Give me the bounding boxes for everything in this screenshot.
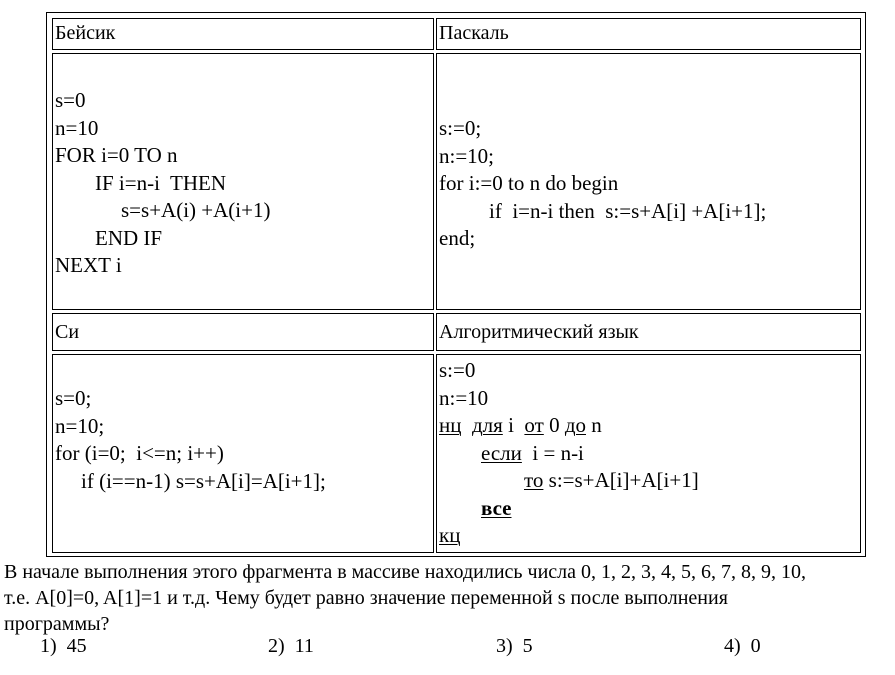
question-text xyxy=(4,559,894,637)
algo-line: s:=0 xyxy=(439,358,476,382)
kw-do: до xyxy=(564,413,586,437)
kw-esli: если xyxy=(481,440,522,465)
c-code-cell xyxy=(52,354,434,553)
algo-code-cell xyxy=(436,354,861,553)
algo-loop-line xyxy=(439,412,699,440)
basic-header xyxy=(52,18,434,50)
question-line: В начале выполнения этого фрагмента в массиве находились числа 0, 1, 2, 3, 4, 5, 6, 7, 8, 9, 10, xyxy=(4,561,807,583)
basic-line: IF i=n-i THEN xyxy=(95,170,227,195)
kw-dlya: для xyxy=(471,413,503,437)
basic-line: NEXT i xyxy=(55,253,122,277)
basic-line: s=0 xyxy=(55,88,86,112)
algo-end-if-line xyxy=(439,495,699,523)
algo-title: Алгоритмический язык xyxy=(439,321,639,343)
c-header xyxy=(52,313,434,351)
basic-line: FOR i=0 TO n xyxy=(55,143,178,167)
algo-header xyxy=(436,313,861,351)
pascal-line: n:=10; xyxy=(439,143,495,168)
code-table xyxy=(46,12,866,557)
answer-option-3[interactable]: 3) 5 xyxy=(496,635,533,657)
algo-cond: i = n-i xyxy=(532,440,584,465)
algo-assign: s:=s+A[i]+A[i+1] xyxy=(548,468,699,492)
basic-code-cell xyxy=(52,53,434,310)
answer-option-2[interactable]: 2) 11 xyxy=(268,635,314,657)
pascal-title: Паскаль xyxy=(439,22,509,44)
basic-line: END IF xyxy=(95,225,163,250)
basic-title: Бейсик xyxy=(55,22,116,44)
algo-end-loop-line xyxy=(439,522,699,550)
pascal-line: for i:=0 to n do begin xyxy=(439,171,619,195)
pascal-line: s:=0; xyxy=(439,116,482,140)
pascal-header xyxy=(436,18,861,50)
kw-ot: от xyxy=(524,413,544,437)
algo-then-line xyxy=(439,467,699,495)
var-i: i xyxy=(508,413,514,437)
algo-line: n:=10 xyxy=(439,385,489,410)
kw-kc: кц xyxy=(439,523,461,547)
c-line: if (i==n-1) s=s+A[i]=A[i+1]; xyxy=(81,468,326,493)
answer-option-1[interactable]: 1) 45 xyxy=(40,635,87,657)
kw-nc: нц xyxy=(439,413,462,437)
basic-line: s=s+A(i) +A(i+1) xyxy=(121,198,271,222)
kw-to: то xyxy=(524,468,544,492)
c-line: for (i=0; i<=n; i++) xyxy=(55,441,224,465)
val-0: 0 xyxy=(549,413,560,437)
pascal-line: if i=n-i then s:=s+A[i] +A[i+1]; xyxy=(489,198,767,223)
question-line: программы? xyxy=(4,613,110,635)
pascal-line: end; xyxy=(439,226,476,250)
var-n: n xyxy=(591,413,602,437)
basic-line: n=10 xyxy=(55,115,99,140)
c-line: n=10; xyxy=(55,413,105,438)
question-line: т.е. A[0]=0, A[1]=1 и т.д. Чему будет равно значение переменной s после выполнения xyxy=(4,587,728,609)
algo-if-line xyxy=(439,440,699,468)
c-title: Си xyxy=(55,321,80,343)
kw-vse: все xyxy=(481,495,512,520)
answer-option-4[interactable]: 4) 0 xyxy=(724,635,761,657)
c-line: s=0; xyxy=(55,386,92,410)
pascal-code-cell xyxy=(436,53,861,310)
